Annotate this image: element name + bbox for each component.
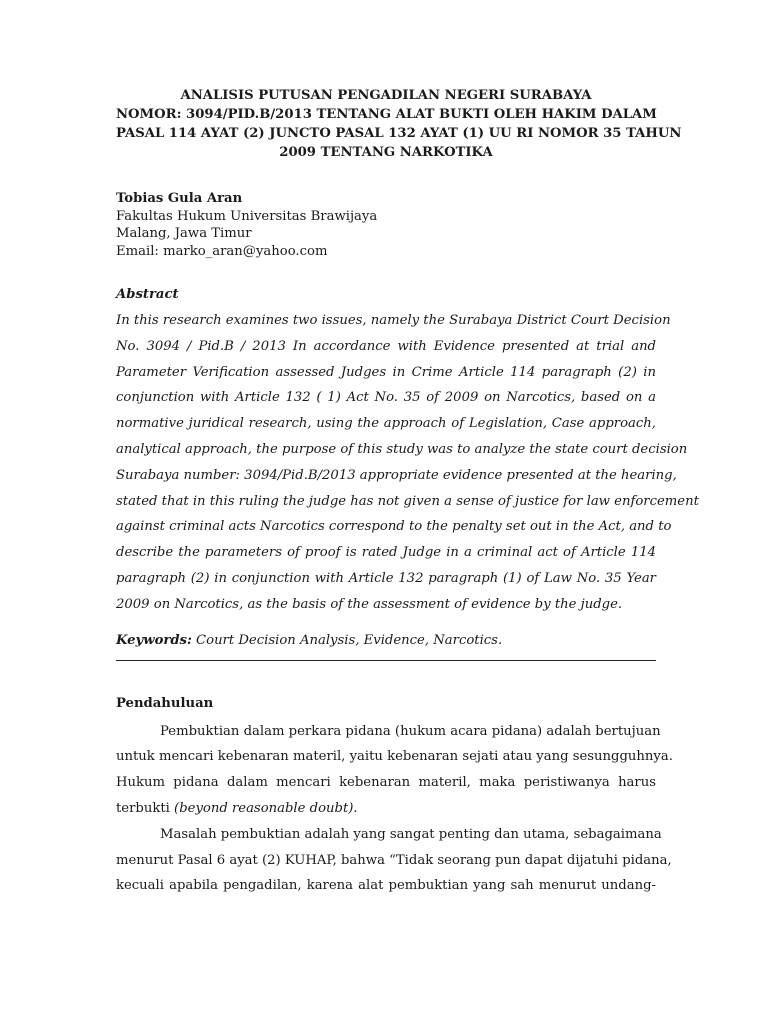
section-divider [116, 660, 656, 661]
author-affiliation: Fakultas Hukum Universitas Brawijaya [116, 208, 378, 224]
abstract-line: In this research examines two issues, namely the Surabaya District Court Decision [116, 313, 671, 328]
body-line: Masalah pembuktian adalah yang sangat penting dan utama, sebagaimana [160, 826, 662, 842]
body-line: kecuali apabila pengadilan, karena alat pembuktian yang sah menurut undang- [116, 878, 656, 894]
body-line: Pembuktian dalam perkara pidana (hukum acara pidana) adalah bertujuan [160, 723, 661, 739]
abstract-line: against criminal acts Narcotics correspond to the penalty set out in the Act, and to [116, 519, 672, 535]
author-email: Email: marko_aran@yahoo.com [116, 243, 328, 259]
body-line: untuk mencari kebenaran materil, yaitu kebenaran sejati atau yang sesungguhnya. [116, 749, 673, 765]
abstract-heading: Abstract [116, 287, 179, 302]
section-heading-pendahuluan: Pendahuluan [116, 695, 214, 711]
author-block [116, 190, 656, 260]
abstract-line: stated that in this ruling the judge has not given a sense of justice for law enforcement [116, 493, 699, 509]
body-line: Hukum pidana dalam mencari kebenaran materil, maka peristiwanya harus [116, 775, 656, 791]
abstract-line: normative juridical research, using the approach of Legislation, Case approach, [116, 416, 656, 432]
keywords-label: Keywords: [116, 632, 192, 648]
abstract-line: analytical approach, the purpose of this study was to analyze the state court decision [116, 441, 688, 457]
keywords-text: Court Decision Analysis, Evidence, Narcotics. [191, 632, 503, 648]
title-line-1: ANALISIS PUTUSAN PENGADILAN NEGERI SURABAYA [180, 88, 592, 103]
body-text-italic: (beyond reasonable doubt). [174, 800, 358, 816]
paper-title [116, 86, 682, 162]
author-location: Malang, Jawa Timur [116, 226, 252, 241]
abstract-line: paragraph (2) in conjunction with Article 132 paragraph (1) of Law No. 35 Year [116, 570, 656, 586]
abstract-line: Surabaya number: 3094/Pid.B/2013 appropriate evidence presented at the hearing, [116, 467, 677, 483]
title-line-4: 2009 TENTANG NARKOTIKA [279, 145, 493, 160]
title-line-2: NOMOR: 3094/PID.B/2013 TENTANG ALAT BUKTI OLEH HAKIM DALAM [116, 107, 657, 122]
abstract-line: Parameter Verification assessed Judges in Crime Article 114 paragraph (2) in [116, 364, 656, 380]
abstract-line: No. 3094 / Pid.B / 2013 In accordance with Evidence presented at trial and [116, 338, 656, 354]
document-page [116, 86, 699, 899]
body-line [116, 796, 656, 822]
intro-paragraph-2 [116, 822, 672, 899]
body-text-plain: terbukti [116, 800, 175, 816]
intro-paragraph-1 [116, 719, 673, 822]
author-name: Tobias Gula Aran [116, 191, 243, 206]
abstract-line: conjunction with Article 132 ( 1) Act No. 35 of 2009 on Narcotics, based on a [116, 390, 656, 406]
abstract-body [116, 308, 699, 618]
abstract-line: 2009 on Narcotics, as the basis of the assessment of evidence by the judge. [116, 596, 623, 612]
title-line-3: PASAL 114 AYAT (2) JUNCTO PASAL 132 AYAT (1) UU RI NOMOR 35 TAHUN [116, 126, 682, 141]
keywords [116, 632, 656, 650]
body-line: menurut Pasal 6 ayat (2) KUHAP, bahwa “Tidak seorang pun dapat dijatuhi pidana, [116, 852, 672, 868]
abstract-line: describe the parameters of proof is rated Judge in a criminal act of Article 114 [116, 545, 656, 561]
